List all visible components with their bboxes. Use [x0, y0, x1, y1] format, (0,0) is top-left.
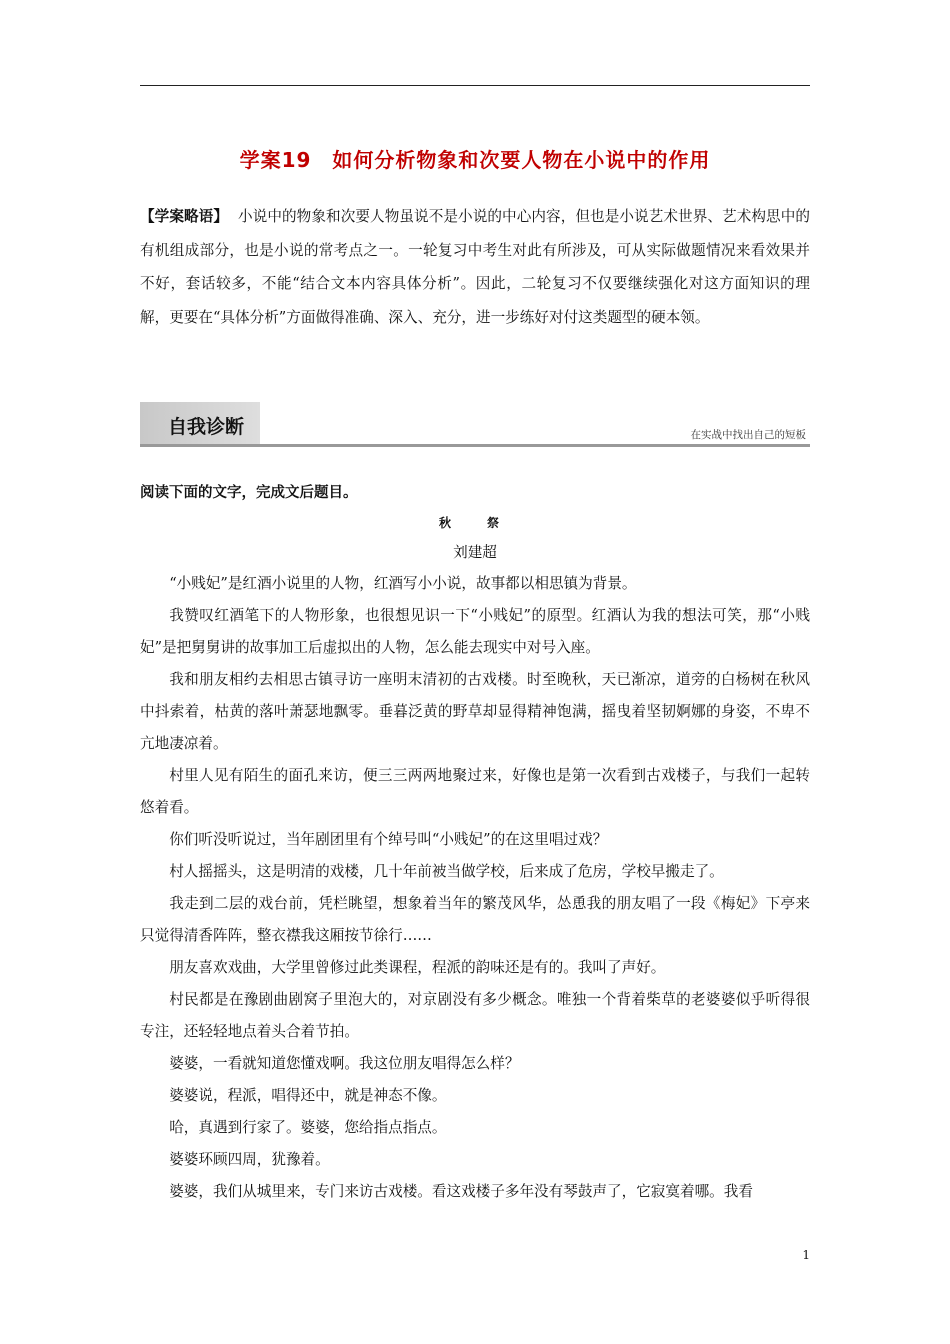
- story-paragraph: 村人摇摇头，这是明清的戏楼，几十年前被当做学校，后来成了危房，学校早搬走了。: [169, 863, 724, 880]
- page-title: 学案19 如何分析物象和次要人物在小说中的作用: [239, 148, 711, 172]
- story-paragraph: “小贱妃”是红酒小说里的人物，红酒写小小说，故事都以相思镇为背景。: [169, 575, 637, 592]
- summary-text: 小说中的物象和次要人物虽说不是小说的中心内容，但也是小说艺术世界、艺术构思中的有机组成部分，也是小说的常考点之一。一轮复习中考生对此有所涉及，可从实际做题情况来看效果并不好，套话较多，不能“结合文本内容具体分析”。因此，二轮复习不仅要继续强化对这方面知识的理解，更要在“具体分析”方面做得准确、深入、充分，进一步练好对付这类题型的硬本领。: [140, 208, 810, 326]
- reading-instruction: 阅读下面的文字，完成文后题目。: [140, 485, 358, 501]
- story-title: 秋 祭: [438, 516, 511, 530]
- story-paragraph: 哈，真遇到行家了。婆婆，您给指点指点。: [169, 1119, 447, 1136]
- header-rule: [140, 85, 810, 86]
- story-paragraph: 婆婆说，程派，唱得还中，就是神态不像。: [169, 1087, 447, 1104]
- story-paragraph: 我走到二层的戏台前，凭栏眺望，想象着当年的繁茂风华，怂恿我的朋友唱了一段《梅妃》下亭来只觉得清香阵阵，整衣襟我这厢按节徐行……: [140, 895, 810, 944]
- section-hint: 在实战中找出自己的短板: [690, 429, 806, 441]
- section-banner: [140, 402, 810, 446]
- story-paragraph: 婆婆环顾四周，犹豫着。: [169, 1151, 330, 1168]
- story-paragraph: 村民都是在豫剧曲剧窝子里泡大的，对京剧没有多少概念。唯独一个背着柴草的老婆婆似乎听得很专注，还轻轻地点着头合着节拍。: [140, 991, 810, 1040]
- summary-tag: 【学案略语】: [140, 208, 229, 225]
- story-paragraph: 我和朋友相约去相思古镇寻访一座明末清初的古戏楼。时至晚秋，天已渐凉，道旁的白杨树在秋风中抖索着，枯黄的落叶萧瑟地飘零。垂暮泛黄的野草却显得精神饱满，摇曳着坚韧婀娜的身姿，不卑不亢地凄凉着。: [140, 671, 810, 752]
- page-number: 1: [802, 1248, 810, 1262]
- story-paragraph: 我赞叹红酒笔下的人物形象，也很想见识一下“小贱妃”的原型。红酒认为我的想法可笑，那“小贱妃”是把舅舅讲的故事加工后虚拟出的人物，怎么能去现实中对号入座。: [140, 607, 810, 656]
- story-body: [140, 568, 810, 1208]
- story-paragraph: 婆婆，一看就知道您懂戏啊。我这位朋友唱得怎么样？: [169, 1055, 520, 1072]
- story-paragraph: 婆婆，我们从城里来，专门来访古戏楼。看这戏楼子多年没有琴鼓声了，它寂寞着哪。我看: [169, 1183, 753, 1200]
- section-label: 自我诊断: [168, 416, 245, 438]
- summary-block: [140, 200, 810, 334]
- section-rule: [140, 444, 810, 447]
- story-paragraph: 朋友喜欢戏曲，大学里曾修过此类课程，程派的韵味还是有的。我叫了声好。: [169, 959, 666, 976]
- story-author: 刘建超: [453, 544, 497, 561]
- story-paragraph: 村里人见有陌生的面孔来访，便三三两两地聚过来，好像也是第一次看到古戏楼子，与我们一起转悠着看。: [140, 767, 810, 816]
- story-paragraph: 你们听没听说过，当年剧团里有个绰号叫“小贱妃”的在这里唱过戏？: [169, 831, 608, 848]
